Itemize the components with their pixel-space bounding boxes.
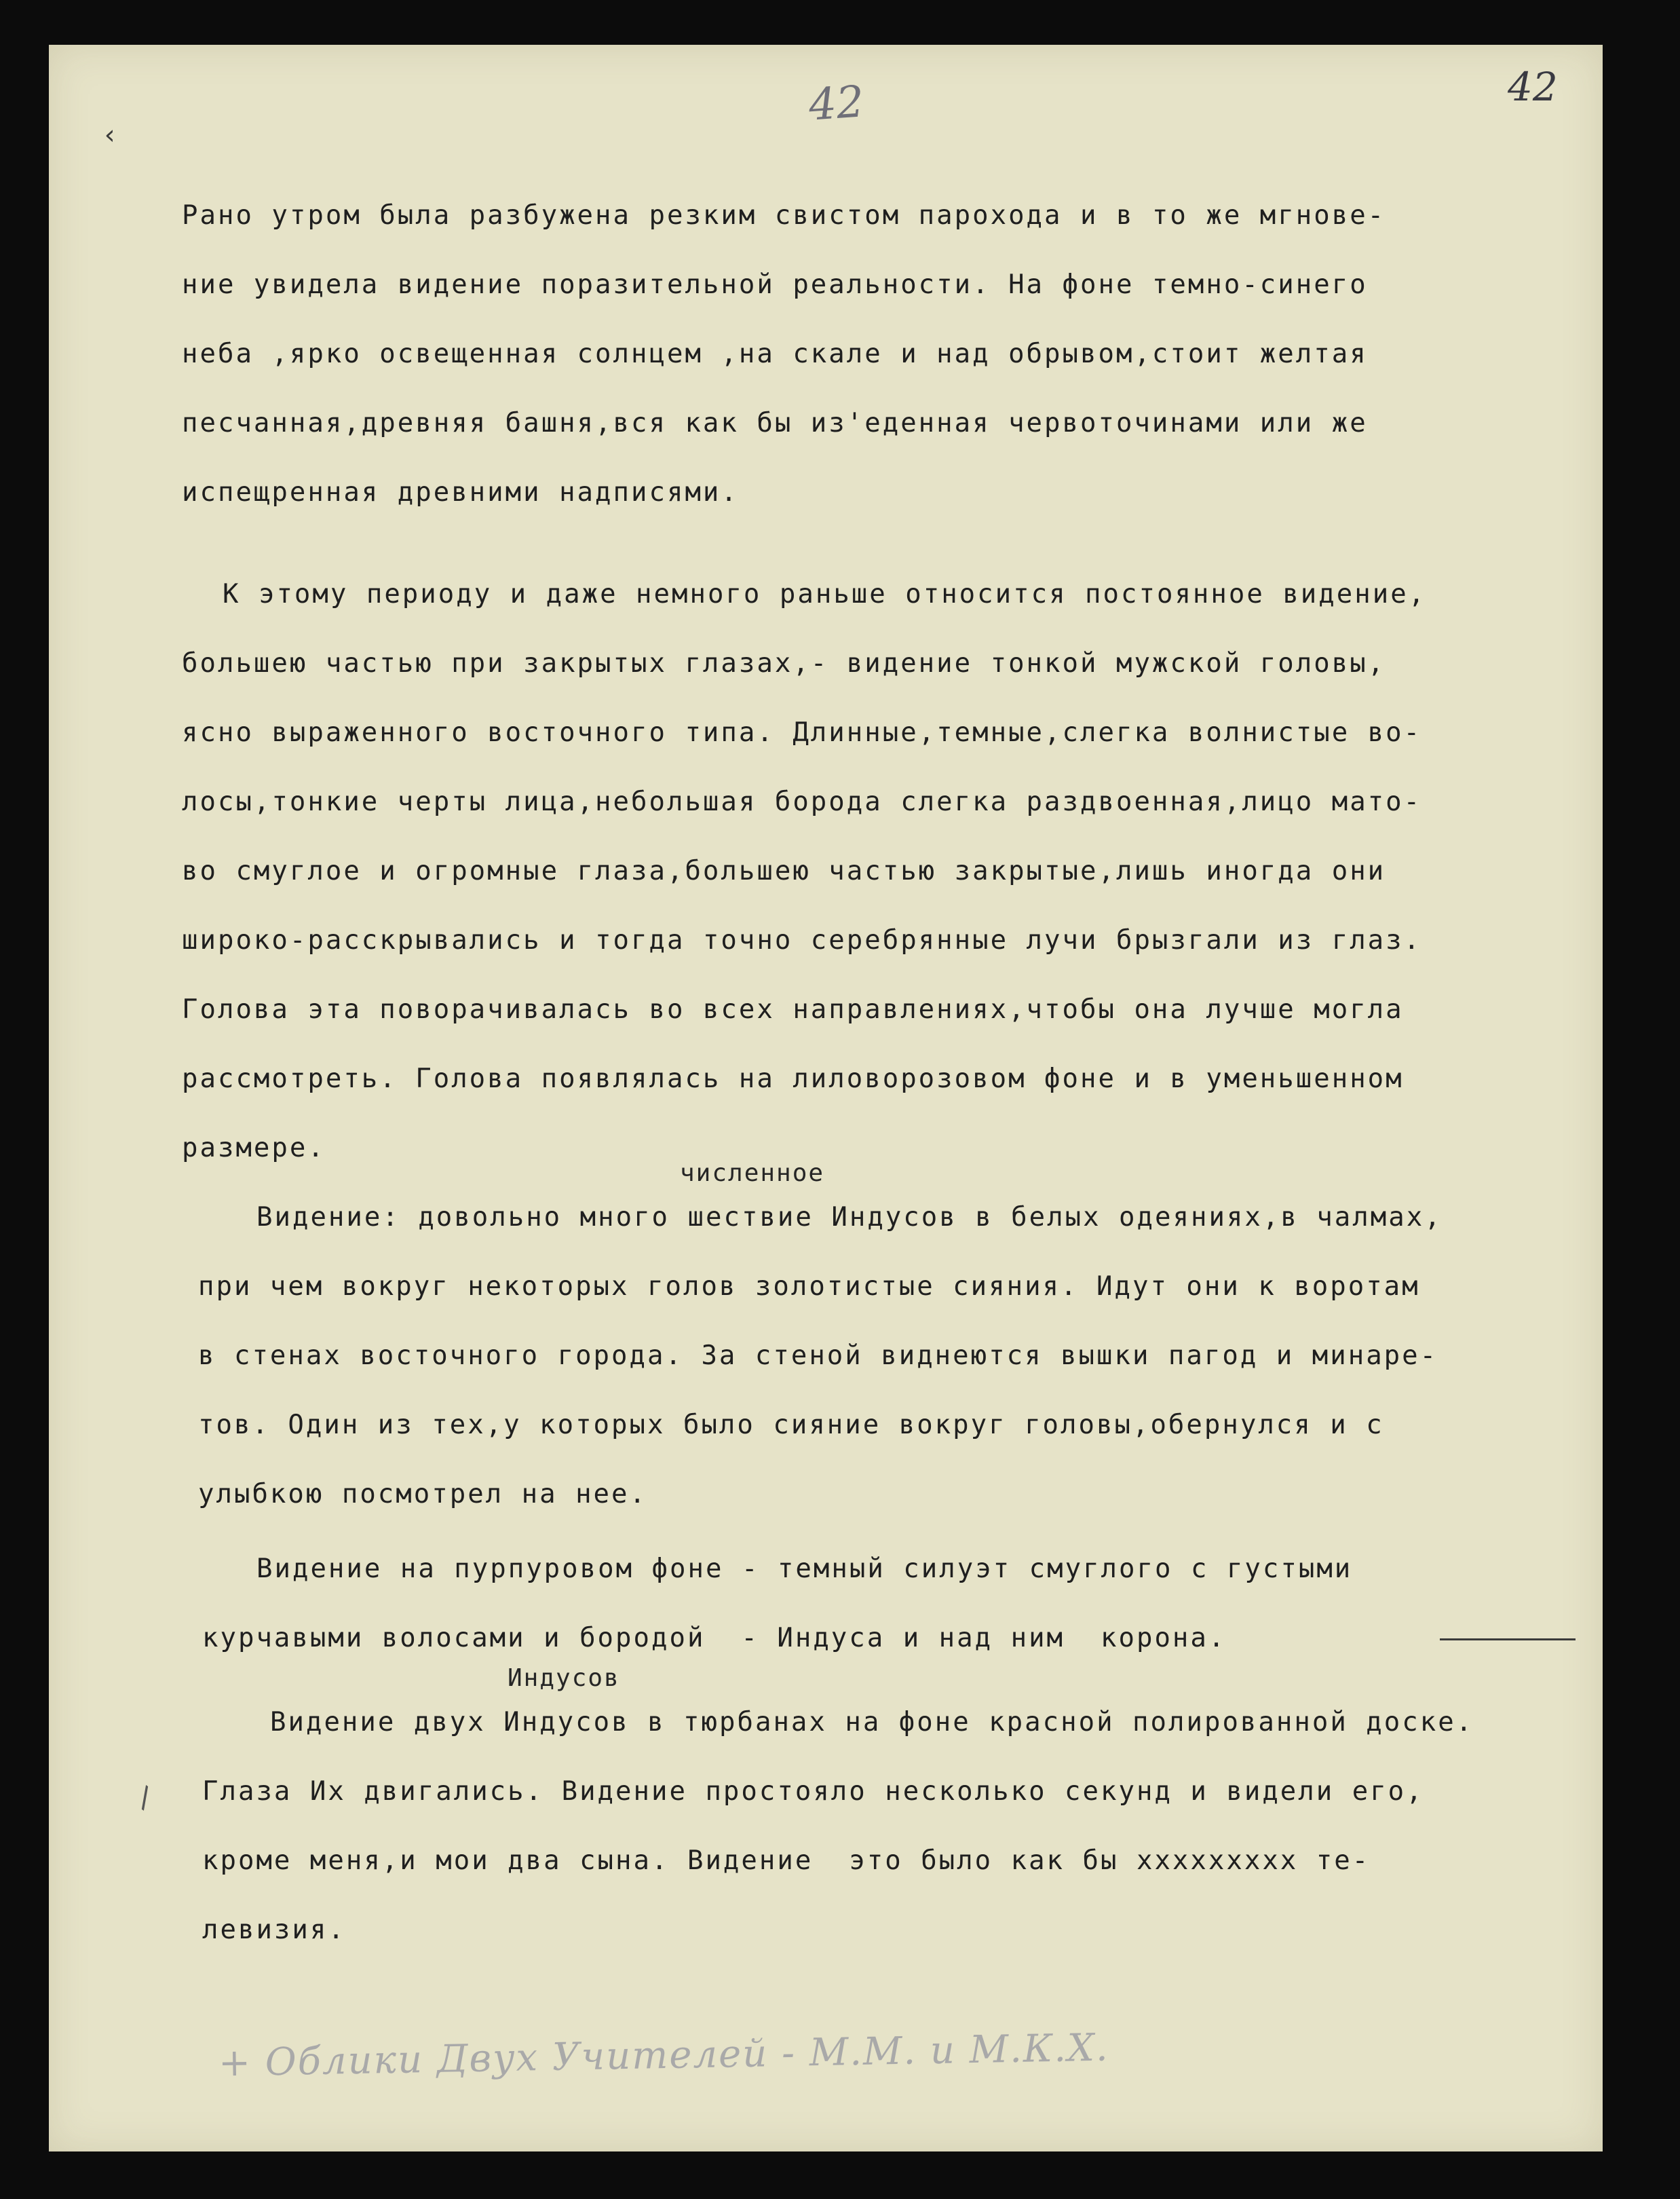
- corner-mark: ‹: [102, 119, 119, 151]
- text-line: улыбкою посмотрел на нее.: [198, 1479, 647, 1509]
- text-line: лосы,тонкие черты лица,небольшая борода слегка раздвоенная,лицо мато-: [182, 787, 1422, 817]
- text-line: левизия.: [202, 1915, 346, 1945]
- text-line: большею частью при закрытых глазах,- видение тонкой мужской головы,: [182, 648, 1386, 679]
- text-line: рассмотреть. Голова появлялась на лиловорозовом фоне и в уменьшенном: [182, 1064, 1404, 1094]
- text-line: Голова эта поворачивалась во всех направлениях,чтобы она лучше могла: [182, 994, 1404, 1025]
- text-line: ясно выраженного восточного типа. Длинные,темные,слегка волнистые во-: [182, 717, 1422, 748]
- text-line: испещренная древними надписями.: [182, 477, 739, 508]
- folio-number-ink: 42: [1508, 64, 1558, 110]
- stray-pencil-mark: \: [129, 1780, 161, 1816]
- folio-number-pencil: 42: [807, 77, 866, 131]
- text-line: Видение: довольно много шествие Индусов в белых одеяниях,в чалмах,: [256, 1202, 1443, 1233]
- text-line: кроме меня,и мои два сына. Видение это было как бы ххххххххх те-: [202, 1845, 1371, 1876]
- handwritten-insertion: численное: [680, 1159, 825, 1187]
- text-line: Видение на пурпуровом фоне - темный силуэт смуглого с густыми: [256, 1554, 1353, 1584]
- end-rule: [1440, 1638, 1576, 1640]
- text-line: Видение двух Индусов в тюрбанах на фоне красной полированной доске.: [270, 1707, 1474, 1737]
- document-page: [49, 45, 1603, 2151]
- text-line: тов. Один из тех,у которых было сияние вокруг головы,обернулся и с: [198, 1410, 1384, 1440]
- text-line: Рано утром была разбужена резким свистом парохода и в то же мгнове-: [182, 200, 1386, 231]
- text-line: размере.: [182, 1133, 326, 1163]
- text-line: ние увидела видение поразительной реальности. На фоне темно-синего: [182, 269, 1368, 300]
- text-line: курчавыми волосами и бородой - Индуса и над ним корона.: [202, 1623, 1227, 1653]
- text-line: при чем вокруг некоторых голов золотистые сияния. Идут они к воротам: [198, 1271, 1420, 1302]
- text-line: неба ,ярко освещенная солнцем ,на скале и над обрывом,стоит желтая: [182, 339, 1368, 369]
- text-line: К этому периоду и даже немного раньше относится постоянное видение,: [223, 579, 1427, 609]
- text-line: широко-расскрывались и тогда точно серебрянные лучи брызгали из глаз.: [182, 925, 1422, 956]
- handwritten-note: + Облики Двух Учителей - М.М. и М.К.Х.: [218, 2025, 1110, 2086]
- text-line: в стенах восточного города. За стеной виднеются вышки пагод и минаре-: [198, 1340, 1438, 1371]
- text-line: песчанная,древняя башня,вся как бы из'еденная червоточинами или же: [182, 408, 1368, 438]
- text-line: Глаза Их двигались. Видение простояло несколько секунд и видели его,: [202, 1776, 1424, 1807]
- typed-insertion: Индусов: [508, 1664, 620, 1692]
- text-line: во смуглое и огромные глаза,большею частью закрытые,лишь иногда они: [182, 856, 1386, 886]
